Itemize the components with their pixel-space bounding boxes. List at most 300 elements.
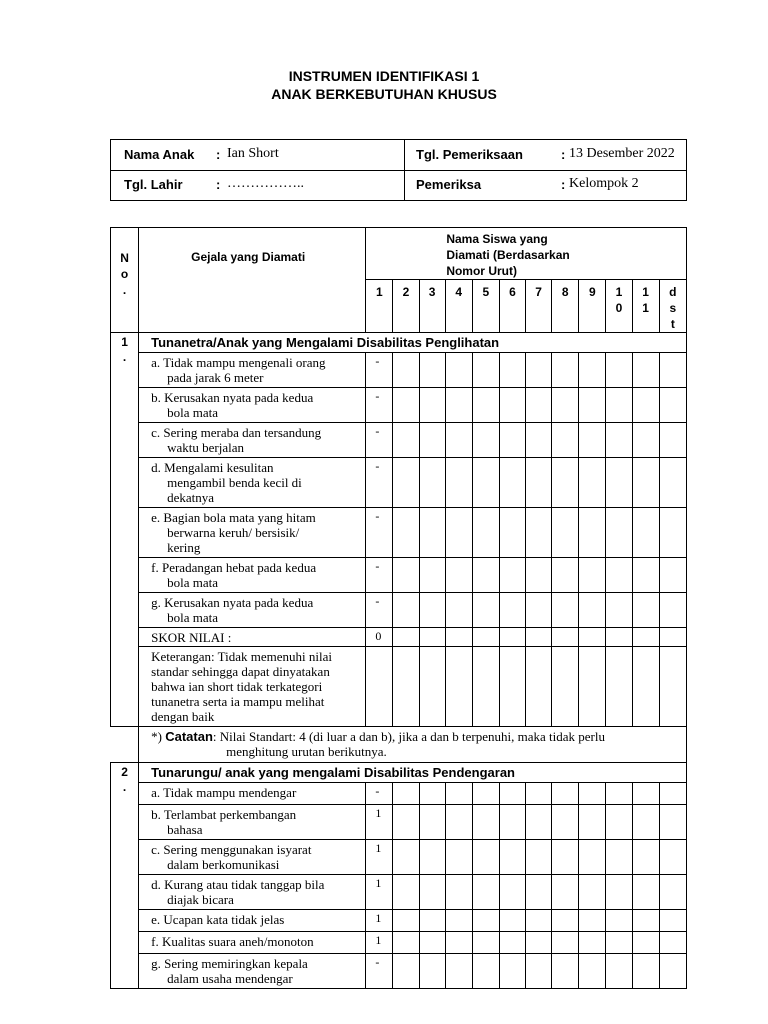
- score-cell: [552, 558, 579, 593]
- score-cell: [632, 628, 659, 647]
- score-cell: -: [366, 954, 393, 989]
- header-gejala: Gejala yang Diamati: [139, 228, 366, 333]
- student-number-6: [499, 280, 525, 333]
- symptom-row: [111, 840, 687, 875]
- score-cell: [393, 593, 419, 628]
- symptom-line: bahasa: [167, 822, 203, 837]
- score-cell: [659, 423, 686, 458]
- student-number-9: [579, 280, 606, 333]
- identification-table: [110, 227, 687, 989]
- score-cell: [472, 558, 499, 593]
- score-cell: [472, 932, 499, 954]
- score-cell: [419, 805, 445, 840]
- score-cell: [393, 783, 419, 805]
- score-cell: [393, 558, 419, 593]
- student-number-char: t: [670, 317, 675, 331]
- score-cell: -: [366, 423, 393, 458]
- score-cell: [419, 840, 445, 875]
- score-cell: [472, 388, 499, 423]
- student-number-char: 5: [482, 285, 490, 299]
- score-cell: [606, 910, 632, 932]
- score-cell: [579, 932, 606, 954]
- score-cell: [632, 458, 659, 508]
- score-cell: [499, 593, 525, 628]
- keterangan: [139, 647, 366, 727]
- symptom-line: f. Kualitas suara aneh/monoton: [151, 934, 314, 949]
- score-cell: [659, 647, 686, 727]
- tgl-pemeriksaan-label: Tgl. Pemeriksaan: [416, 147, 523, 162]
- score-cell: [606, 805, 632, 840]
- score-cell: [579, 840, 606, 875]
- symptom-row: [111, 423, 687, 458]
- score-cell: [659, 805, 686, 840]
- score-cell: [606, 875, 632, 910]
- score-cell: [579, 910, 606, 932]
- score-cell: [659, 840, 686, 875]
- score-cell: [552, 458, 579, 508]
- score-cell: [552, 628, 579, 647]
- score-cell: [419, 423, 445, 458]
- score-cell: [606, 954, 632, 989]
- symptom-row: [111, 954, 687, 989]
- score-cell: [393, 954, 419, 989]
- score-cell: [659, 458, 686, 508]
- symptom-line: d. Mengalami kesulitan: [151, 460, 274, 475]
- student-number-2: [393, 280, 419, 333]
- identity-box: [110, 139, 687, 201]
- score-cell: 1: [366, 805, 393, 840]
- catatan: [139, 727, 687, 763]
- score-cell: [526, 840, 552, 875]
- section-title: Tunanetra/Anak yang Mengalami Disabilitas Penglihatan: [139, 333, 687, 353]
- score-cell: [393, 628, 419, 647]
- score-cell: [499, 458, 525, 508]
- score-cell: [526, 910, 552, 932]
- score-cell: [659, 875, 686, 910]
- student-number-char: 7: [535, 285, 542, 299]
- symptom-line: kering: [167, 540, 201, 555]
- symptom-line: b. Terlambat perkembangan: [151, 807, 297, 822]
- symptom-text: [139, 388, 366, 423]
- student-number-10: [606, 280, 632, 333]
- score-cell: [606, 508, 632, 558]
- score-cell: [445, 353, 472, 388]
- score-cell: [472, 508, 499, 558]
- colon: :: [216, 177, 221, 192]
- score-cell: [659, 628, 686, 647]
- score-cell: -: [366, 388, 393, 423]
- catatan-text: menghitung urutan berikutnya.: [226, 744, 387, 759]
- header-no-char: .: [122, 283, 127, 297]
- student-number-7: [526, 280, 552, 333]
- score-cell: [472, 593, 499, 628]
- score-cell: [419, 458, 445, 508]
- score-cell: [552, 932, 579, 954]
- score-cell: [393, 647, 419, 727]
- score-cell: [579, 647, 606, 727]
- score-cell: [472, 783, 499, 805]
- score-cell: [579, 593, 606, 628]
- student-number-char: d: [669, 285, 677, 299]
- score-cell: [499, 423, 525, 458]
- score-cell: [659, 932, 686, 954]
- score-cell: [393, 388, 419, 423]
- symptom-row: [111, 388, 687, 423]
- score-cell: [579, 783, 606, 805]
- symptom-row: [111, 458, 687, 508]
- score-cell: [445, 628, 472, 647]
- score-cell: -: [366, 558, 393, 593]
- student-number-char: 1: [615, 285, 623, 299]
- score-cell: [552, 388, 579, 423]
- score-cell: [419, 875, 445, 910]
- score-cell: [445, 423, 472, 458]
- score-cell: [606, 783, 632, 805]
- score-cell: [632, 932, 659, 954]
- student-number-char: 3: [428, 285, 436, 299]
- student-number-char: 1: [376, 285, 383, 299]
- header-nama-siswa-line: Diamati (Berdasarkan: [446, 248, 570, 262]
- skor-label: SKOR NILAI :: [139, 628, 366, 647]
- score-cell: [499, 875, 525, 910]
- score-cell: [472, 628, 499, 647]
- symptom-line: b. Kerusakan nyata pada kedua: [151, 390, 314, 405]
- section-number-char: .: [122, 350, 127, 364]
- symptom-text: [139, 875, 366, 910]
- score-cell: [606, 932, 632, 954]
- header-nama-siswa: [366, 228, 687, 280]
- symptom-text: [139, 353, 366, 388]
- student-number-4: [445, 280, 472, 333]
- score-cell: [472, 647, 499, 727]
- score-cell: [419, 910, 445, 932]
- score-cell: [526, 647, 552, 727]
- score-cell: [552, 840, 579, 875]
- score-cell: [472, 875, 499, 910]
- document-title-line-1: INSTRUMEN IDENTIFIKASI 1: [288, 68, 480, 84]
- score-cell: [419, 954, 445, 989]
- score-cell: [393, 875, 419, 910]
- student-number-char: 1: [642, 301, 649, 315]
- score-cell: [499, 910, 525, 932]
- score-cell: [419, 353, 445, 388]
- score-cell: [472, 353, 499, 388]
- score-cell: [393, 910, 419, 932]
- score-cell: [579, 423, 606, 458]
- score-cell: [526, 388, 552, 423]
- score-cell: [552, 875, 579, 910]
- symptom-line: berwarna keruh/ bersisik/: [167, 525, 300, 540]
- student-number-11: [632, 280, 659, 333]
- symptom-row: [111, 805, 687, 840]
- score-cell: [419, 508, 445, 558]
- score-cell: [393, 805, 419, 840]
- symptom-line: d. Kurang atau tidak tanggap bila: [151, 877, 325, 892]
- tgl-lahir-value: ……………..: [227, 176, 304, 191]
- student-number-8: [552, 280, 579, 333]
- catatan-prefix: *): [151, 729, 162, 744]
- score-cell: [579, 954, 606, 989]
- catatan-row: [111, 727, 687, 763]
- score-cell: [579, 558, 606, 593]
- score-cell: [579, 458, 606, 508]
- score-cell: [419, 647, 445, 727]
- score-cell: [445, 932, 472, 954]
- score-cell: -: [366, 458, 393, 508]
- score-cell: [659, 353, 686, 388]
- score-cell: [419, 558, 445, 593]
- score-cell: [445, 593, 472, 628]
- identity-box-divider: [111, 170, 686, 171]
- student-number-char: 2: [402, 285, 410, 299]
- symptom-text: [139, 932, 366, 954]
- score-cell: [393, 508, 419, 558]
- symptom-line: dalam usaha mendengar: [167, 971, 293, 986]
- symptom-line: pada jarak 6 meter: [167, 370, 264, 385]
- score-cell: [659, 910, 686, 932]
- score-cell: [526, 558, 552, 593]
- score-cell: [526, 508, 552, 558]
- score-cell: [579, 875, 606, 910]
- score-cell: [659, 388, 686, 423]
- header-no: [111, 228, 139, 333]
- symptom-row: [111, 508, 687, 558]
- symptom-row: [111, 932, 687, 954]
- score-cell: [526, 423, 552, 458]
- symptom-row: [111, 910, 687, 932]
- section-title: Tunarungu/ anak yang mengalami Disabilitas Pendengaran: [139, 763, 687, 783]
- score-cell: [526, 932, 552, 954]
- score-cell: [445, 388, 472, 423]
- skor-value: 0: [366, 628, 393, 647]
- score-cell: [632, 910, 659, 932]
- score-cell: [632, 954, 659, 989]
- symptom-text: [139, 840, 366, 875]
- tgl-pemeriksaan-value: 13 Desember 2022: [569, 146, 675, 161]
- score-cell: [472, 423, 499, 458]
- score-cell: [632, 875, 659, 910]
- score-cell: [552, 954, 579, 989]
- symptom-line: e. Bagian bola mata yang hitam: [151, 510, 316, 525]
- score-cell: [499, 647, 525, 727]
- score-cell: [606, 558, 632, 593]
- keterangan-line: standar sehingga dapat dinyatakan: [151, 664, 330, 679]
- score-cell: [445, 508, 472, 558]
- score-cell: [393, 353, 419, 388]
- student-number-3: [419, 280, 445, 333]
- student-number-char: 8: [561, 285, 569, 299]
- score-cell: [445, 647, 472, 727]
- symptom-line: e. Ucapan kata tidak jelas: [151, 912, 285, 927]
- keterangan-line: tunanetra serta ia mampu melihat: [151, 694, 325, 709]
- score-cell: [499, 628, 525, 647]
- score-cell: [499, 954, 525, 989]
- score-cell: [393, 932, 419, 954]
- score-cell: [579, 353, 606, 388]
- header-no-char: N: [120, 251, 129, 265]
- score-cell: [606, 388, 632, 423]
- student-number-char: 0: [615, 301, 623, 315]
- symptom-row: [111, 558, 687, 593]
- symptom-text: [139, 783, 366, 805]
- score-cell: [526, 593, 552, 628]
- section-number: [111, 333, 139, 727]
- score-cell: [632, 558, 659, 593]
- section-number-char: 1: [121, 335, 128, 349]
- score-cell: [659, 954, 686, 989]
- section-number: [111, 763, 139, 989]
- symptom-line: bola mata: [167, 610, 219, 625]
- colon: :: [561, 177, 566, 192]
- score-cell: [632, 593, 659, 628]
- student-number-char: 1: [642, 285, 649, 299]
- nama-anak-label: Nama Anak: [124, 147, 195, 162]
- score-cell: [659, 558, 686, 593]
- score-cell: [366, 647, 393, 727]
- keterangan-line: dengan baik: [151, 709, 215, 724]
- score-cell: [632, 840, 659, 875]
- score-cell: [606, 458, 632, 508]
- score-cell: [632, 805, 659, 840]
- student-number-char: 4: [455, 285, 463, 299]
- score-cell: [445, 954, 472, 989]
- score-cell: [445, 558, 472, 593]
- score-cell: [472, 840, 499, 875]
- symptom-row: [111, 875, 687, 910]
- score-cell: [526, 805, 552, 840]
- keterangan-line: Keterangan: Tidak memenuhi nilai: [151, 649, 333, 664]
- pemeriksa-label: Pemeriksa: [416, 177, 482, 192]
- score-cell: [499, 840, 525, 875]
- score-cell: [526, 875, 552, 910]
- document-title-line-2: ANAK BERKEBUTUHAN KHUSUS: [271, 86, 497, 102]
- score-cell: [579, 805, 606, 840]
- section-number-char: .: [122, 780, 127, 794]
- score-cell: [393, 458, 419, 508]
- catatan-text: : Nilai Standart: 4 (di luar a dan b), jika a dan b terpenuhi, maka tidak perlu: [212, 729, 605, 744]
- student-number-char: 6: [509, 285, 516, 299]
- score-cell: [445, 805, 472, 840]
- score-cell: [472, 805, 499, 840]
- score-cell: 1: [366, 875, 393, 910]
- score-cell: [393, 423, 419, 458]
- score-cell: -: [366, 353, 393, 388]
- score-cell: [552, 647, 579, 727]
- tgl-lahir-label: Tgl. Lahir: [124, 177, 183, 192]
- symptom-text: [139, 910, 366, 932]
- score-cell: [632, 647, 659, 727]
- score-cell: [419, 628, 445, 647]
- symptom-text: [139, 593, 366, 628]
- student-number-char: s: [669, 301, 677, 315]
- score-cell: [579, 628, 606, 647]
- symptom-row: [111, 593, 687, 628]
- score-cell: [579, 388, 606, 423]
- symptom-line: c. Sering menggunakan isyarat: [151, 842, 312, 857]
- score-cell: [632, 353, 659, 388]
- score-cell: [659, 783, 686, 805]
- score-cell: [472, 954, 499, 989]
- symptom-line: a. Tidak mampu mendengar: [151, 785, 297, 800]
- score-cell: [445, 875, 472, 910]
- student-number-char: 9: [589, 285, 596, 299]
- colon: :: [216, 147, 221, 162]
- symptom-text: [139, 458, 366, 508]
- score-cell: -: [366, 508, 393, 558]
- keterangan-row: [111, 647, 687, 727]
- section-number-char: 2: [121, 765, 128, 779]
- score-cell: [606, 628, 632, 647]
- symptom-line: bola mata: [167, 405, 219, 420]
- score-cell: [552, 805, 579, 840]
- score-cell: [472, 458, 499, 508]
- symptom-text: [139, 508, 366, 558]
- score-cell: [499, 508, 525, 558]
- symptom-line: dekatnya: [167, 490, 215, 505]
- symptom-row: [111, 783, 687, 805]
- score-cell: [445, 910, 472, 932]
- symptom-line: bola mata: [167, 575, 219, 590]
- score-cell: [552, 593, 579, 628]
- symptom-text: [139, 423, 366, 458]
- score-cell: [606, 647, 632, 727]
- score-cell: [606, 840, 632, 875]
- score-cell: [472, 910, 499, 932]
- score-cell: [606, 353, 632, 388]
- score-cell: [606, 423, 632, 458]
- score-cell: [445, 458, 472, 508]
- score-cell: [632, 508, 659, 558]
- score-cell: [659, 593, 686, 628]
- header-nama-siswa-line: Nama Siswa yang: [446, 232, 548, 246]
- keterangan-line: bahwa ian short tidak terkategori: [151, 679, 323, 694]
- symptom-line: f. Peradangan hebat pada kedua: [151, 560, 317, 575]
- score-cell: 1: [366, 932, 393, 954]
- student-number-1: [366, 280, 393, 333]
- symptom-line: mengambil benda kecil di: [167, 475, 302, 490]
- score-cell: [526, 954, 552, 989]
- symptom-line: diajak bicara: [167, 892, 234, 907]
- score-cell: [419, 932, 445, 954]
- symptom-line: c. Sering meraba dan tersandung: [151, 425, 322, 440]
- header-no-char: o: [120, 267, 129, 281]
- score-cell: [445, 840, 472, 875]
- score-cell: [419, 593, 445, 628]
- score-cell: 1: [366, 840, 393, 875]
- symptom-row: [111, 353, 687, 388]
- identity-box-divider: [404, 140, 405, 200]
- score-cell: [526, 783, 552, 805]
- score-cell: [552, 508, 579, 558]
- score-cell: [632, 783, 659, 805]
- student-number-12: [659, 280, 686, 333]
- symptom-text: [139, 954, 366, 989]
- score-cell: -: [366, 593, 393, 628]
- header-nama-siswa-line: Nomor Urut): [446, 264, 517, 278]
- score-cell: [445, 783, 472, 805]
- skor-row: [111, 628, 687, 647]
- symptom-line: g. Kerusakan nyata pada kedua: [151, 595, 314, 610]
- score-cell: [606, 593, 632, 628]
- score-cell: [526, 458, 552, 508]
- pemeriksa-value: Kelompok 2: [569, 176, 639, 191]
- score-cell: [499, 558, 525, 593]
- score-cell: [499, 353, 525, 388]
- catatan-label: Catatan: [165, 729, 213, 744]
- score-cell: [526, 628, 552, 647]
- colon: :: [561, 147, 566, 162]
- score-cell: [579, 508, 606, 558]
